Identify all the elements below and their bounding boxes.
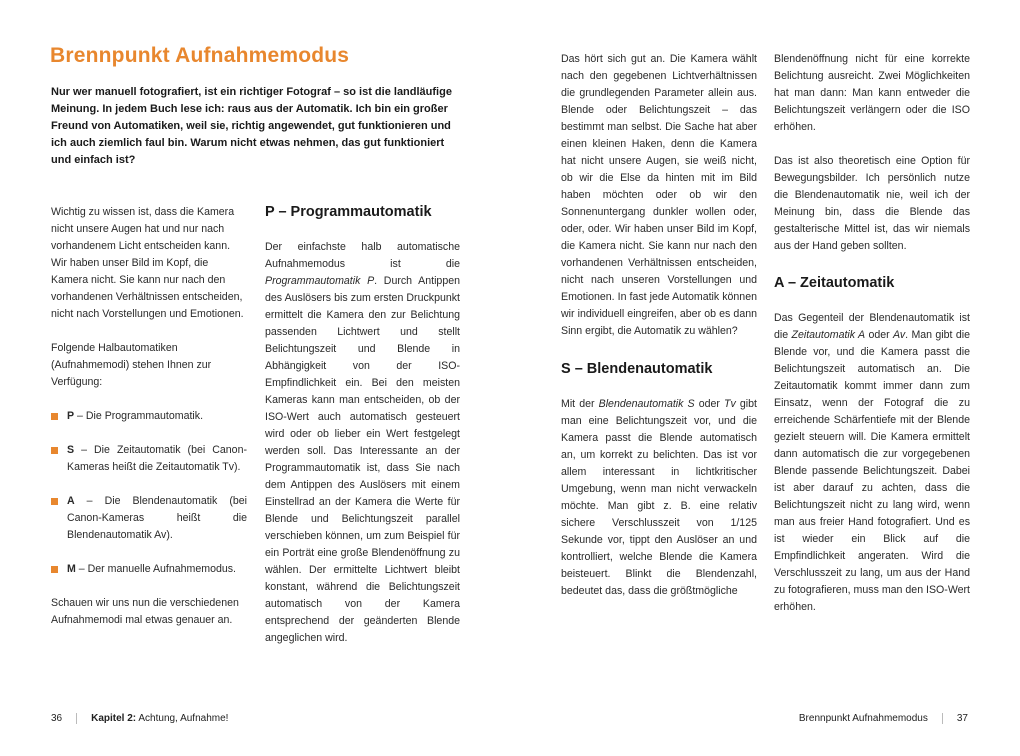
- zeitautomatik-paragraph: [774, 310, 970, 616]
- mode-text: – Der manuelle Aufnahmemodus.: [75, 563, 237, 575]
- text-run: . Man gibt die Blende vor, und die Kamera passt die Belichtungszeit automatisch an. Die Zeitautomatik kommt immer dann zum Einsatz, wenn der Fotograf die zu erreichende Schärfentiefe mit der Blende gezielt steuern will. Die Kamera ermittelt dann automatisch die zur vorgegebenen Blende passende Belichtungszeit. Dabei ist aber darauf zu achten, dass die Belichtungszeit nicht zu lang wird, wenn man aus freier Hand fotografiert. Und es ist wieder ein Blick auf die Empfindlichkeit angeraten. Wird die Verschlusszeit zu lang, um aus der Hand zu fotografieren, muss man den ISO-Wert erhöhen.: [774, 329, 970, 613]
- emphasis-text: Av: [893, 329, 906, 341]
- text-run: gibt man eine Belichtungszeit vor, und die Kamera passt die Blende automatisch an, um korrekt zu belichten. Das ist vor allem interessant in lichtkritischer Umgebung, wenn man nicht verwackeln möchte. Man gibt z. B. eine relativ sichere Verschlusszeit von 1/125 Sekunde vor, tippt den Auslöser an und kontrolliert, welche Blende die Kamera beisteuert. Blinkt die Blendenzahl, bedeutet das, dass die größtmögliche: [561, 398, 757, 597]
- intro-paragraph: Wichtig zu wissen ist, dass die Kamera nicht unsere Augen hat und nur nach vorhandenem Licht entscheiden kann. Wir haben unser Bild im Kopf, die Kamera nicht. Sie kann nur nach den vorhandenen Verhältnissen entscheiden, nicht nach Vorstellungen und Emotionen.: [51, 206, 244, 320]
- outro-paragraph: Schauen wir uns nun die verschiedenen Aufnahmemodi mal etwas genauer an.: [51, 597, 239, 626]
- modes-intro-paragraph: Folgende Halbautomatiken (Aufnahmemodi) stehen Ihnen zur Verfügung:: [51, 342, 212, 388]
- mode-key: S: [67, 444, 75, 456]
- emphasis-text: Programmautomatik P: [265, 275, 375, 287]
- square-bullet-icon: [51, 498, 58, 505]
- page-number-left: 36: [51, 713, 63, 725]
- continuation-paragraph-2: Blendenöffnung nicht für eine korrekte Belichtung ausreicht. Zwei Möglichkeiten hat man dann: Man kann entweder die Belichtungszeit verlängern oder die ISO erhöhen.: [774, 53, 970, 133]
- opinion-paragraph: Das ist also theoretisch eine Option für Bewegungsbilder. Ich persönlich nutze die Blendenautomatik nie, weil ich der Meinung bin, dass die Blende das gestalterische Mittel ist, das wir niemals aus der Hand geben sollten.: [774, 155, 970, 252]
- mode-key: M: [67, 563, 76, 575]
- square-bullet-icon: [51, 413, 58, 420]
- list-item: [51, 561, 247, 578]
- left-column-2: [265, 202, 460, 664]
- right-column-1: [561, 51, 757, 617]
- section-heading-a: A – Zeitautomatik: [774, 275, 895, 291]
- continuation-paragraph: Das hört sich gut an. Die Kamera wählt nach den gegebenen Lichtverhältnissen die grundlegenden Parameter allein aus. Blende oder Belichtungszeit – das bestimmt man selbst. Die Sache hat aber einen kleinen Haken, denn die Kamera hat nicht unsere Augen, sie weiß nicht, ob wir die Else da hinten mit im Bild haben möchten oder ob wir den Sonnenuntergang dunkler wollen oder, oder, oder. Wir haben unser Bild im Kopf, die Kamera nicht. Sie kann nur nach den vorhandenen Verhältnissen entscheiden, nicht nach unseren Vorstellungen und Emotionen. In fast jede Automatik können wir individuell eingreifen, aber ob es dann Sinn ergibt, die Automatik zu wählen?: [561, 53, 757, 337]
- mode-key: A: [67, 495, 75, 507]
- right-column-2: [774, 51, 970, 633]
- emphasis-text: Zeitautomatik A: [791, 329, 866, 341]
- section-heading-s: S – Blendenautomatik: [561, 361, 713, 377]
- running-head: Brennpunkt Aufnahmemodus: [798, 713, 928, 725]
- mode-text: – Die Zeitautomatik (bei Canon-Kameras heißt die Zeitautomatik Tv).: [67, 444, 247, 473]
- text-run: Der einfachste halb automatische Aufnahmemodus ist die: [265, 241, 460, 270]
- mode-text: – Die Blendenautomatik (bei Canon-Kameras heißt die Blendenautomatik Av).: [67, 495, 247, 541]
- section-heading-p: P – Programmautomatik: [265, 204, 432, 220]
- text-run: . Durch Antippen des Auslösers bis zum ersten Druckpunkt ermittelt die Kamera den zur Belichtung passenden Lichtwert und stellt Belichtungszeit und Blende in Abhängigkeit von der ISO-Empfindlichkeit ein. Bei den meisten Kameras kann man entscheiden, ob der ISO-Wert auch automatisch gesteuert wird oder ob lieber ein Wert festgelegt werden soll. Das Interessante an der Programmautomatik ist, dass Sie nach dem Antippen des Auslösers mit einem Einstellrad an der Kamera die Werte für Blende und Belichtungszeit parallel verschieben können, um zum Beispiel für ein Porträt eine große Blendenöffnung zu wählen. Der ermittelte Lichtwert bleibt konstant, während die Belichtungszeit automatisch von der Kamera entsprechend der geänderten Blende angeglichen wird.: [265, 275, 461, 644]
- list-item: [51, 408, 247, 425]
- square-bullet-icon: [51, 447, 58, 454]
- text-run: Mit der: [561, 398, 599, 410]
- text-run: oder: [694, 398, 725, 410]
- page-title: Brennpunkt Aufnahmemodus: [50, 44, 350, 67]
- lead-paragraph: Nur wer manuell fotografiert, ist ein richtiger Fotograf – so ist die landläufige Meinung. In jedem Buch lese ich: raus aus der Automatik. Ich bin ein großer Freund von Automatiken, weil sie, richtig angewendet, gut funktionieren und ich auch ziemlich faul bin. Warum nicht etwas nehmen, das gut funktioniert und einfach ist?: [51, 86, 452, 166]
- emphasis-text: Tv: [724, 398, 736, 410]
- text-run: Das Gegenteil der Blendenautomatik ist die: [774, 312, 970, 341]
- emphasis-text: Blendenautomatik S: [598, 398, 695, 410]
- left-column-1: [51, 204, 247, 646]
- chapter-title: Achtung, Aufnahme!: [136, 713, 229, 725]
- programmautomatik-paragraph: [265, 239, 460, 647]
- list-item: [51, 442, 247, 476]
- blendenautomatik-paragraph: [561, 396, 757, 600]
- footer-divider: [942, 713, 943, 724]
- chapter-label: Kapitel 2:: [91, 713, 137, 725]
- page-number-right: 37: [956, 713, 968, 725]
- modes-list: [51, 408, 247, 578]
- text-run: oder: [865, 329, 893, 341]
- mode-key: P: [67, 410, 75, 422]
- list-item: [51, 493, 247, 544]
- footer-divider: [76, 713, 77, 724]
- mode-text: – Die Programmautomatik.: [74, 410, 204, 422]
- right-footer: [799, 713, 968, 724]
- left-footer: [51, 713, 228, 724]
- square-bullet-icon: [51, 566, 58, 573]
